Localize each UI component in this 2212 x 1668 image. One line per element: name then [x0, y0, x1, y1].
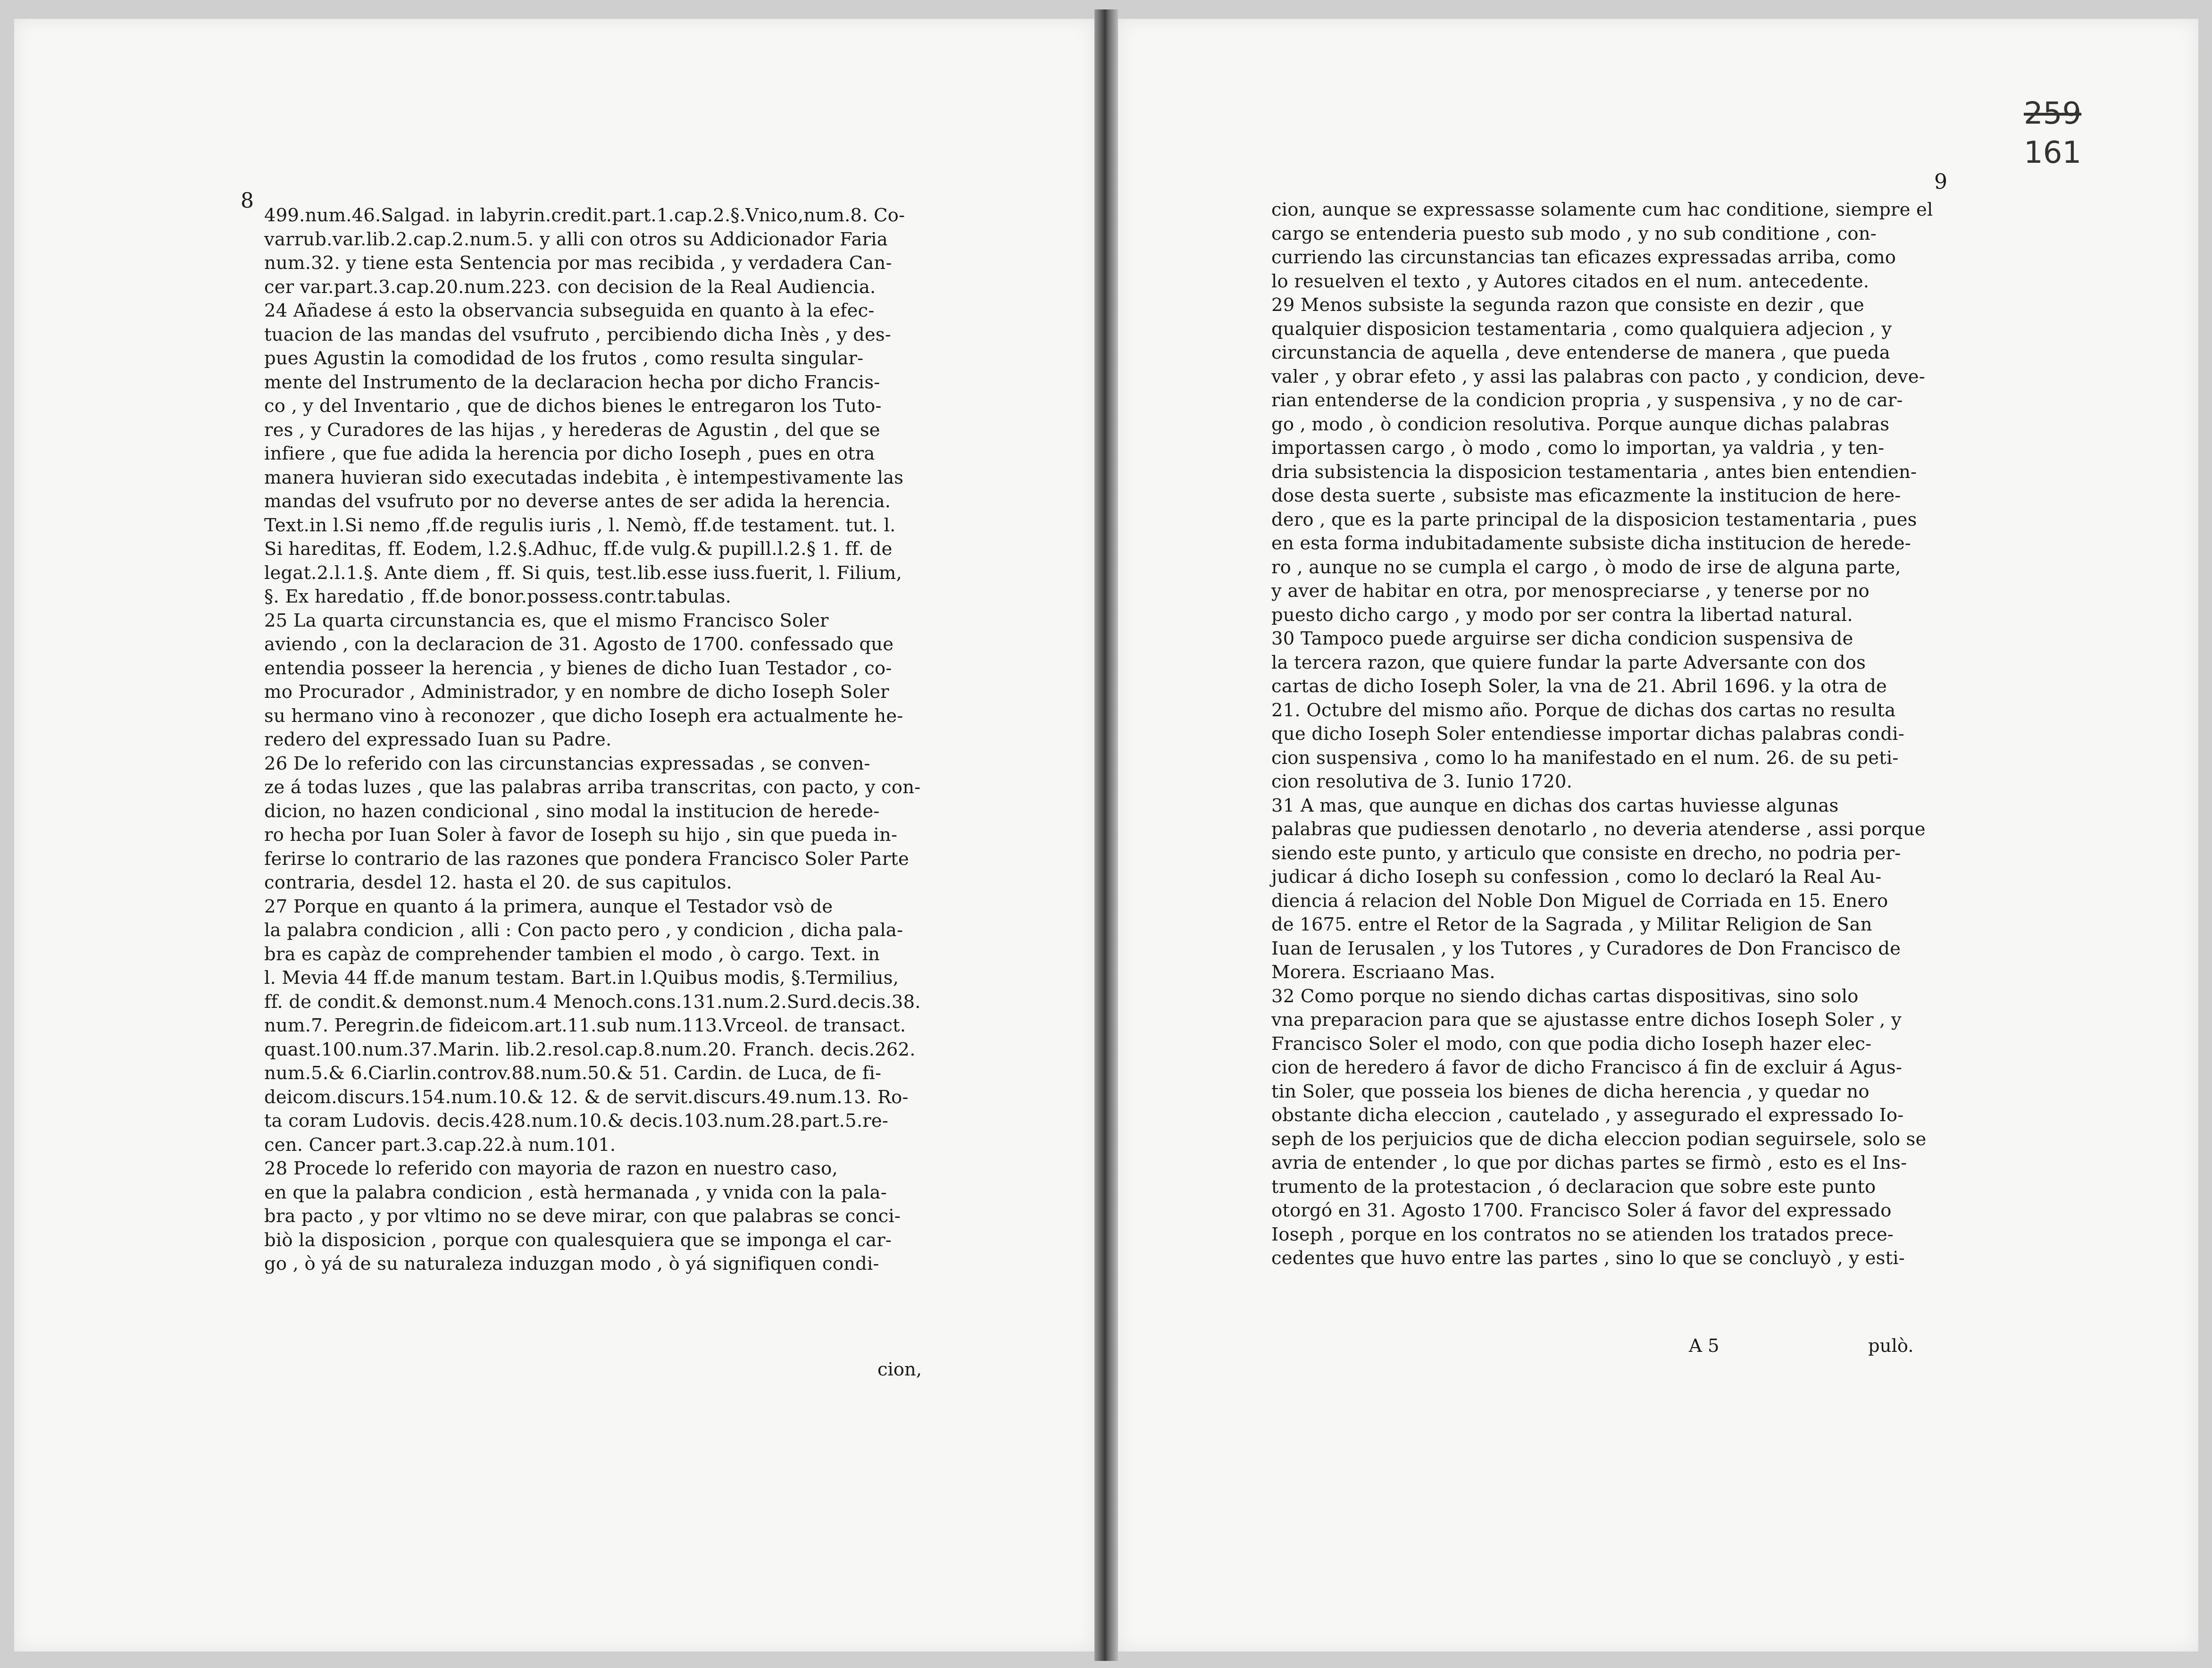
- left-text-line: varrub.var.lib.2.cap.2.num.5. y alli con otros su Addicionador Faria: [264, 228, 888, 250]
- left-text-line: deicom.discurs.154.num.10.& 12. & de servit.discurs.49.num.13. Ro-: [264, 1086, 909, 1108]
- handwritten-folio-marks: [2024, 94, 2081, 173]
- right-text-line: cion suspensiva , como lo ha manifestado en el num. 26. de su peti-: [1271, 747, 1899, 769]
- right-text-line: 21. Octubre del mismo año. Porque de dichas dos cartas no resulta: [1271, 699, 1896, 721]
- right-text-line: dero , que es la parte principal de la disposicion testamentaria , pues: [1271, 509, 1917, 530]
- left-text-line: cer var.part.3.cap.20.num.223. con decision de la Real Audiencia.: [264, 276, 876, 298]
- right-text-line: diencia á relacion del Noble Don Miguel de Corriada en 15. Enero: [1271, 890, 1888, 912]
- right-text-line: valer , y obrar efeto , y assi las palabras con pacto , y condicion, deve-: [1271, 366, 1925, 387]
- right-text-line: 31 A mas, que aunque en dichas dos cartas huviesse algunas: [1271, 795, 1839, 816]
- left-catchword: cion,: [877, 1359, 922, 1380]
- left-text-line: bra es capàz de comprehender tambien el modo , ò cargo. Text. in: [264, 943, 880, 965]
- right-text-line: Francisco Soler el modo, con que podia dicho Ioseph hazer elec-: [1271, 1033, 1872, 1055]
- left-text-line: num.32. y tiene esta Sentencia por mas recibida , y verdadera Can-: [264, 252, 892, 274]
- right-text-line: Morera. Escriaano Mas.: [1271, 962, 1495, 983]
- right-text-line: circunstancia de aquella , deve entenderse de manera , que pueda: [1271, 342, 1890, 363]
- left-text-line: infiere , que fue adida la herencia por dicho Ioseph , pues en otra: [264, 443, 875, 464]
- right-text-line: curriendo las circunstancias tan eficazes expressadas arriba, como: [1271, 247, 1896, 268]
- right-text-line: importassen cargo , ò modo , como lo importan, ya valdria , y ten-: [1271, 437, 1885, 459]
- left-text-line: ze á todas luzes , que las palabras arriba transcritas, con pacto, y con-: [264, 777, 921, 798]
- right-signature-mark: A 5: [1689, 1335, 1720, 1357]
- right-text-line: cion de heredero á favor de dicho Francisco á fin de excluir á Agus-: [1271, 1057, 1902, 1078]
- right-text-line: dria subsistencia la disposicion testamentaria , antes bien entendien-: [1271, 461, 1917, 483]
- right-text-line: de 1675. entre el Retor de la Sagrada , y Militar Religion de San: [1271, 914, 1872, 935]
- left-text-line: 25 La quarta circunstancia es, que el mismo Francisco Soler: [264, 610, 829, 631]
- right-text-line: la tercera razon, que quiere fundar la parte Adversante con dos: [1271, 652, 1866, 673]
- left-text-line: ta coram Ludovis. decis.428.num.10.& decis.103.num.28.part.5.re-: [264, 1110, 889, 1132]
- left-text-line: la palabra condicion , alli : Con pacto pero , y condicion , dicha pala-: [264, 920, 903, 941]
- right-text-line: Iuan de Ierusalen , y los Tutores , y Curadores de Don Francisco de: [1271, 938, 1901, 959]
- right-text-line: Ioseph , porque en los contratos no se atienden los tratados prece-: [1271, 1224, 1894, 1245]
- left-text-line: quast.100.num.37.Marin. lib.2.resol.cap.8.num.20. Franch. decis.262.: [264, 1039, 916, 1060]
- book-gutter: [1094, 9, 1118, 1661]
- left-text-line: ro hecha por Iuan Soler à favor de Ioseph su hijo , sin que pueda in-: [264, 824, 898, 846]
- right-text-line: en esta forma indubitadamente subsiste dicha institucion de herede-: [1271, 533, 1911, 554]
- right-text-line: palabras que pudiessen denotarlo , no deveria atenderse , assi porque: [1271, 819, 1926, 840]
- left-text-line: dicion, no hazen condicional , sino modal la institucion de herede-: [264, 800, 880, 822]
- right-text-line: siendo este punto, y articulo que consiste en drecho, no podria per-: [1271, 842, 1901, 864]
- left-text-line: biò la disposicion , porque con qualesquiera que se imponga el car-: [264, 1229, 892, 1251]
- right-page-number: 9: [1934, 170, 1947, 194]
- left-text-line: 26 De lo referido con las circunstancias expressadas , se conven-: [264, 753, 870, 774]
- right-text-line: judicar á dicho Ioseph su confession , como lo declaró la Real Au-: [1271, 866, 1882, 888]
- right-text-line: cion, aunque se expressasse solamente cum hac conditione, siempre el: [1271, 199, 1933, 220]
- right-text-line: qualquier disposicion testamentaria , como qualquiera adjecion , y: [1271, 318, 1892, 340]
- left-text-line: legat.2.l.1.§. Ante diem , ff. Si quis, test.lib.esse iuss.fuerit, l. Filium,: [264, 562, 902, 584]
- right-text-line: ro , aunque no se cumpla el cargo , ò modo de irse de alguna parte,: [1271, 556, 1901, 578]
- left-text-line: manera huvieran sido executadas indebita , è intempestivamente las: [264, 467, 904, 488]
- folio-mark: 161: [2024, 135, 2082, 171]
- left-text-line: en que la palabra condicion , està hermanada , y vnida con la pala-: [264, 1182, 887, 1203]
- left-text-line: 27 Porque en quanto á la primera, aunque el Testador vsò de: [264, 896, 833, 917]
- right-text-line: avria de entender , lo que por dichas partes se firmò , esto es el Ins-: [1271, 1152, 1907, 1173]
- left-text-line: tuacion de las mandas del vsufruto , percibiendo dicha Inès , y des-: [264, 324, 892, 345]
- right-text-line: trumento de la protestacion , ó declaracion que sobre este punto: [1271, 1176, 1876, 1198]
- folio-mark-struck: 259: [2024, 96, 2082, 131]
- left-text-line: bra pacto , y por vltimo no se deve mirar, con que palabras se conci-: [264, 1206, 901, 1227]
- right-text-line: otorgó en 31. Agosto 1700. Francisco Soler á favor del expressado: [1271, 1200, 1892, 1221]
- right-text-line: dose desta suerte , subsiste mas eficazmente la institucion de here-: [1271, 485, 1901, 506]
- right-text-line: seph de los perjuicios que de dicha eleccion podian seguirsele, solo se: [1271, 1128, 1927, 1150]
- right-text-line: y aver de habitar en otra, por menospreciarse , y tenerse por no: [1271, 580, 1870, 602]
- left-page-text: [264, 204, 943, 1276]
- right-text-line: cedentes que huvo entre las partes , sino lo que se concluyò , y esti-: [1271, 1248, 1905, 1269]
- left-text-line: Si hareditas, ff. Eodem, l.2.§.Adhuc, ff.de vulg.& pupill.l.2.§ 1. ff. de: [264, 538, 893, 560]
- right-text-line: 29 Menos subsiste la segunda razon que consiste en dezir , que: [1271, 294, 1864, 316]
- left-text-line: num.5.& 6.Ciarlin.controv.88.num.50.& 51. Cardin. de Luca, de fi-: [264, 1063, 882, 1084]
- left-text-line: l. Mevia 44 ff.de manum testam. Bart.in l.Quibus modis, §.Termilius,: [264, 967, 899, 989]
- left-text-line: su hermano vino à reconozer , que dicho Ioseph era actualmente he-: [264, 705, 903, 727]
- right-text-line: cartas de dicho Ioseph Soler, la vna de 21. Abril 1696. y la otra de: [1271, 676, 1887, 697]
- left-text-line: cen. Cancer part.3.cap.22.à num.101.: [264, 1134, 616, 1156]
- left-text-line: mente del Instrumento de la declaracion hecha por dicho Francis-: [264, 371, 880, 393]
- right-text-line: rian entenderse de la condicion propria , y suspensiva , y no de car-: [1271, 390, 1903, 411]
- left-text-line: mo Procurador , Administrador, y en nombre de dicho Ioseph Soler: [264, 681, 889, 703]
- left-text-line: mandas del vsufruto por no deverse antes de ser adida la herencia.: [264, 491, 891, 512]
- right-text-line: vna preparacion para que se ajustasse entre dichos Ioseph Soler , y: [1271, 1009, 1902, 1031]
- left-text-line: aviendo , con la declaracion de 31. Agosto de 1700. confessado que: [264, 634, 894, 655]
- right-text-line: puesto dicho cargo , y modo por ser contra la libertad natural.: [1271, 604, 1853, 626]
- left-text-line: co , y del Inventario , que de dichos bienes le entregaron los Tuto-: [264, 395, 882, 417]
- left-page-number: 8: [241, 189, 254, 213]
- left-text-line: ff. de condit.& demonst.num.4 Menoch.cons.131.num.2.Surd.decis.38.: [264, 991, 921, 1013]
- left-text-line: go , ò yá de su naturaleza induzgan modo , ò yá signifiquen condi-: [264, 1253, 879, 1274]
- right-text-line: 32 Como porque no siendo dichas cartas dispositivas, sino solo: [1271, 985, 1859, 1007]
- left-text-line: §. Ex haredatio , ff.de bonor.possess.contr.tabulas.: [264, 586, 732, 607]
- right-text-line: cion resolutiva de 3. Iunio 1720.: [1271, 771, 1573, 792]
- right-text-line: tin Soler, que posseia los bienes de dicha herencia , y quedar no: [1271, 1081, 1870, 1102]
- left-text-line: contraria, desdel 12. hasta el 20. de sus capitulos.: [264, 872, 732, 893]
- left-text-line: pues Agustin la comodidad de los frutos , como resulta singular-: [264, 348, 864, 369]
- right-page-text: [1271, 198, 1955, 1271]
- right-text-line: go , modo , ò condicion resolutiva. Porque aunque dichas palabras: [1271, 413, 1890, 435]
- left-text-line: 499.num.46.Salgad. in labyrin.credit.part.1.cap.2.§.Vnico,num.8. Co-: [264, 205, 905, 226]
- left-text-line: num.7. Peregrin.de fideicom.art.11.sub num.113.Vrceol. de transact.: [264, 1015, 906, 1036]
- right-text-line: lo resuelven el texto , y Autores citados en el num. antecedente.: [1271, 270, 1870, 292]
- left-text-line: 24 Añadese á esto la observancia subseguida en quanto à la efec-: [264, 300, 875, 321]
- right-text-line: obstante dicha eleccion , cautelado , y assegurado el expressado Io-: [1271, 1105, 1904, 1126]
- left-text-line: Text.in l.Si nemo ,ff.de regulis iuris , l. Nemò, ff.de testament. tut. l.: [264, 514, 896, 536]
- left-text-line: 28 Procede lo referido con mayoria de razon en nuestro caso,: [264, 1158, 838, 1179]
- left-text-line: entendia posseer la herencia , y bienes de dicho Iuan Testador , co-: [264, 657, 892, 679]
- right-catchword: pulò.: [1868, 1335, 1914, 1357]
- left-text-line: res , y Curadores de las hijas , y herederas de Agustin , del que se: [264, 419, 880, 441]
- right-text-line: 30 Tampoco puede arguirse ser dicha condicion suspensiva de: [1271, 628, 1853, 649]
- left-text-line: ferirse lo contrario de las razones que pondera Francisco Soler Parte: [264, 848, 909, 870]
- right-text-line: cargo se entenderia puesto sub modo , y no sub conditione , con-: [1271, 223, 1877, 244]
- left-text-line: redero del expressado Iuan su Padre.: [264, 729, 612, 750]
- right-text-line: que dicho Ioseph Soler entendiesse importar dichas palabras condi-: [1271, 723, 1904, 745]
